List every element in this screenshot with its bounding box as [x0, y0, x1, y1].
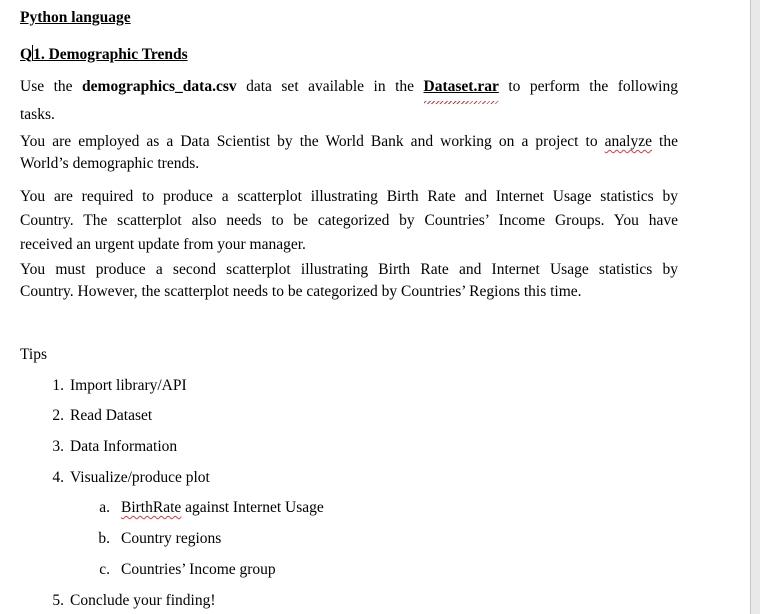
text-run: World’s demographic trends. [20, 155, 200, 172]
list-number: 1. [52, 377, 64, 394]
archive-name-dataset: Dataset.rar [423, 78, 499, 95]
paragraph-line: You must produce a second scatterplot illustrating Birth Rate and Internet Usage statistics by [20, 261, 678, 278]
paragraph-task-one [20, 185, 678, 257]
paragraph-line: received an urgent update from your manager. [20, 236, 306, 253]
paragraph-line [20, 73, 678, 101]
list-text: Countries’ Income group [121, 561, 276, 578]
list-text: Read Dataset [70, 407, 153, 424]
paragraph-task-two [20, 259, 678, 303]
text-run: data set available in the [236, 78, 424, 95]
list-text: Country regions [121, 530, 222, 547]
list-text: Import library/API [70, 377, 187, 394]
paragraph-role [20, 131, 678, 175]
paragraph-line [20, 131, 678, 153]
text-run: against Internet Usage [181, 499, 324, 516]
text-run: tasks. [20, 106, 55, 123]
list-text: Data Information [70, 438, 178, 455]
list-number: 2. [52, 407, 64, 424]
list-number: 4. [52, 469, 64, 486]
page-margin-shade [751, 0, 760, 614]
heading-q1-letter: Q [20, 46, 33, 63]
list-text: Conclude your finding! [70, 592, 216, 609]
heading-python-language: Python language [20, 9, 131, 26]
paragraph-line: Country. However, the scatterplot needs to be categorized by Countries’ Regions this time. [20, 283, 582, 300]
spellcheck-underline-dataset[interactable] [424, 73, 499, 101]
spellcheck-word-birthrate[interactable]: BirthRate [121, 499, 182, 516]
list-letter: a. [99, 499, 110, 516]
heading-q1 [20, 43, 188, 66]
text-run: to perform the following [498, 78, 678, 95]
text-run: You are employed as a Data Scientist by the World Bank and working on a project to [20, 133, 605, 150]
text-run: the [651, 133, 678, 150]
tips-title: Tips [20, 346, 48, 363]
list-text: Visualize/produce plot [70, 469, 210, 486]
list-number: 3. [52, 438, 64, 455]
list-text [121, 496, 324, 519]
list-number: 5. [52, 592, 64, 609]
list-letter: b. [98, 530, 110, 547]
heading-q1-title: 1. Demographic Trends [33, 46, 188, 63]
list-letter: c. [99, 561, 110, 578]
paragraph-line: Country. The scatterplot also needs to be categorized by Countries’ Income Groups. You have [20, 212, 678, 229]
paragraph-instructions [20, 73, 678, 129]
paragraph-line: You are required to produce a scatterplot illustrating Birth Rate and Internet Usage statistics by [20, 188, 678, 205]
text-run: Use the [20, 78, 83, 95]
file-name-demographics: demographics_data.csv [82, 78, 237, 95]
spellcheck-word-analyze[interactable]: analyze [604, 133, 652, 150]
